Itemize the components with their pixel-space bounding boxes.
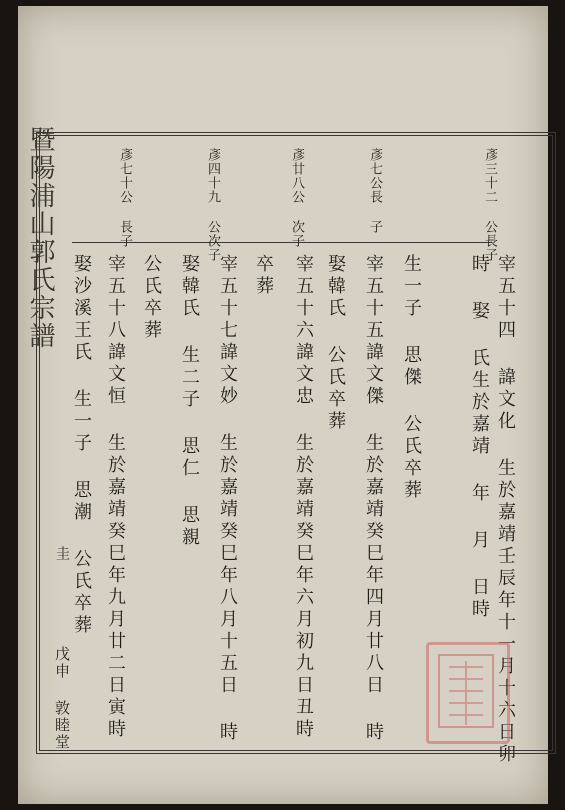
entry-column: 生一子 思傑 公氏卒葬 xyxy=(401,254,422,502)
entry-column: 公氏卒葬 xyxy=(141,254,162,342)
entry-column: 時 娶 氏生於嘉靖 年 月 日時 xyxy=(469,254,490,621)
entry-column: 卒葬 xyxy=(253,254,274,298)
gen-note: 彥四十九 公次子 xyxy=(205,148,220,262)
printer-mark: 戊申 敦睦堂 xyxy=(53,646,71,751)
gen-note: 彥七公長 子 xyxy=(367,148,382,234)
gen-note: 彥廿八公 次子 xyxy=(289,148,304,248)
gen-note: 彥三十二 公長子 xyxy=(482,148,497,262)
entry-column: 宰五十八諱文恒 生於嘉靖癸巳年九月廿二日寅時 xyxy=(105,254,126,741)
entry-column: 宰五十五諱文傑 生於嘉靖癸巳年四月廿八日 時 xyxy=(363,254,384,744)
entry-column: 宰五十六諱文忠 生於嘉靖癸巳年六月初九日丑時 xyxy=(293,254,314,741)
gen-note: 彥七十公 長子 xyxy=(117,148,132,248)
page-number: 圭 xyxy=(54,546,70,560)
entry-column: 宰五十七諱文妙 生於嘉靖癸巳年八月十五日 時 xyxy=(217,254,238,744)
spine-title: 暨陽浦山郭氏宗譜 xyxy=(25,126,55,350)
red-seal-stamp xyxy=(426,642,510,744)
entry-column: 宰五十四 諱文化 生於嘉靖壬辰年十一月十六日卯 xyxy=(495,254,516,766)
entry-column: 娶沙溪王氏 生一子 思潮 公氏卒葬 xyxy=(71,254,92,637)
header-rule xyxy=(72,242,492,243)
genealogy-page xyxy=(18,6,548,804)
entry-column: 娶韓氏 公氏卒葬 xyxy=(325,254,346,433)
entry-column: 娶韓氏 生二子 思仁 思親 xyxy=(179,254,200,549)
